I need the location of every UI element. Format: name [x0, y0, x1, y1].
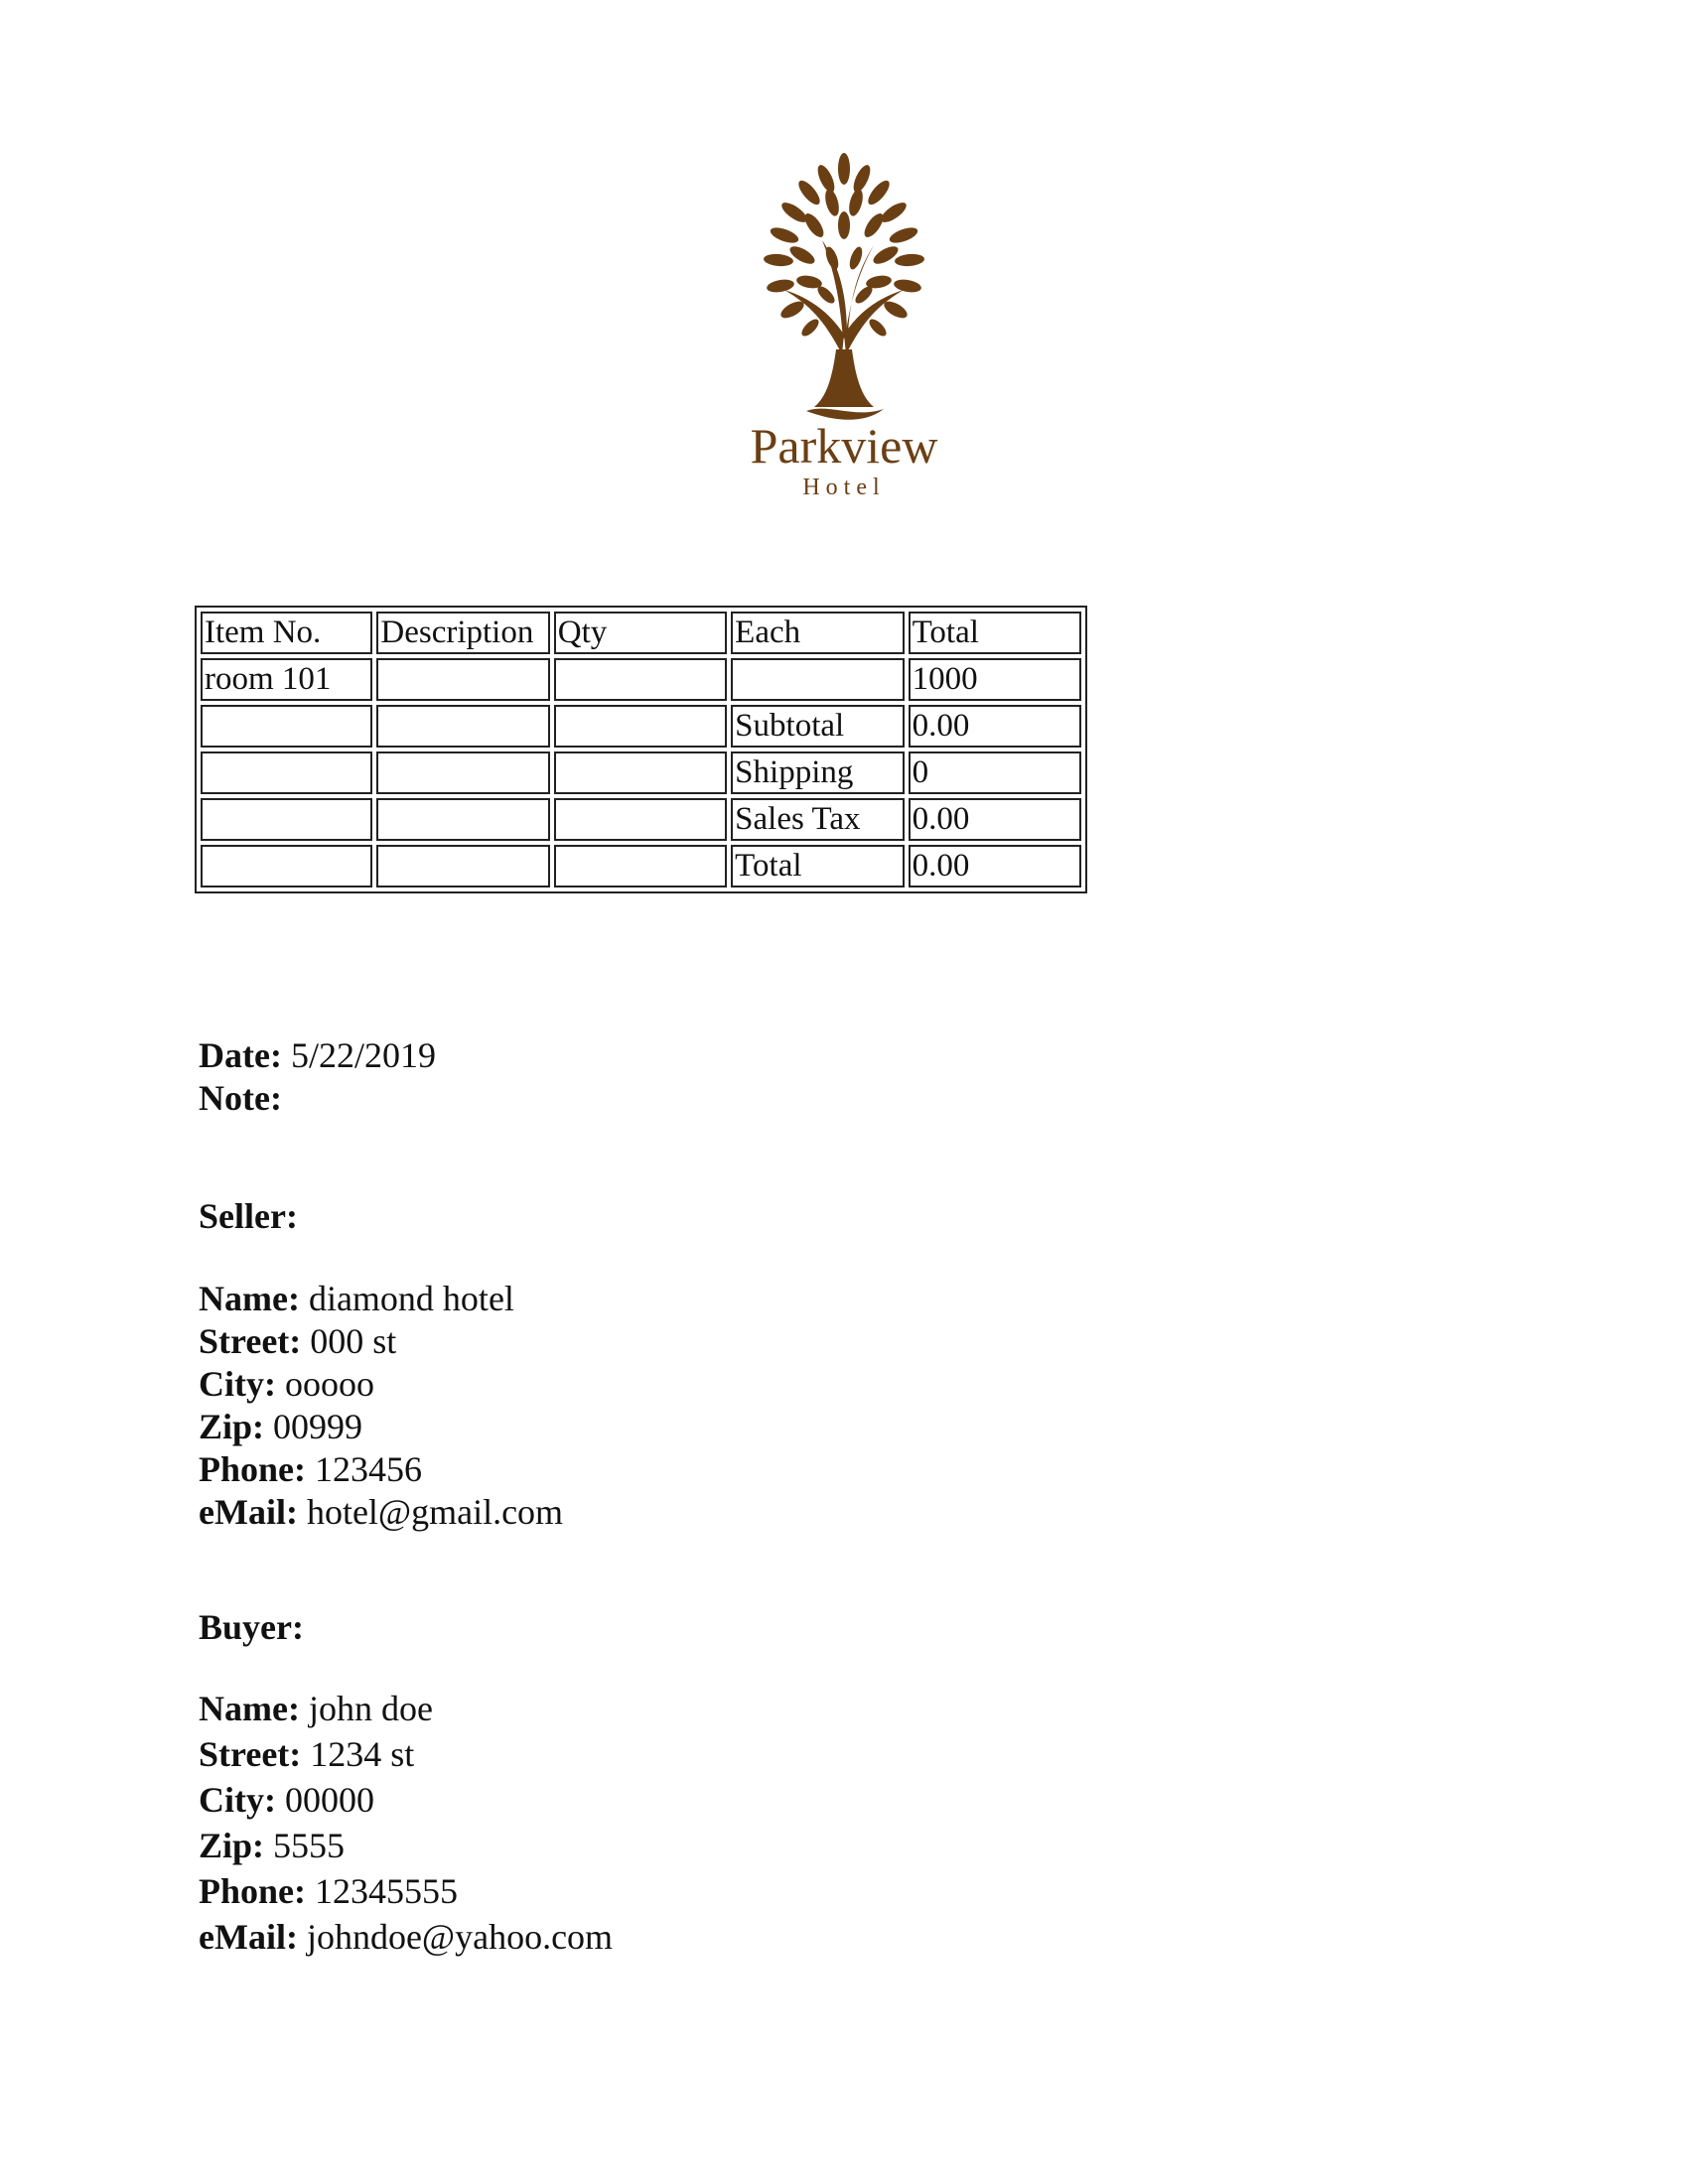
seller-name-row — [199, 1278, 563, 1320]
table-cell — [201, 845, 372, 887]
grand-total-label: Total — [731, 845, 904, 887]
table-cell — [376, 798, 549, 841]
meta-block — [199, 1034, 436, 1120]
tree-icon — [715, 131, 973, 508]
buyer-phone-row — [199, 1870, 613, 1916]
seller-heading: Seller: — [199, 1196, 298, 1236]
field-value: 000 st — [310, 1321, 397, 1361]
header-qty: Qty — [554, 612, 727, 654]
field-label: Zip: — [199, 1407, 265, 1446]
date-row — [199, 1034, 436, 1077]
field-label: Zip: — [199, 1826, 265, 1865]
table-cell — [376, 658, 549, 701]
note-label: Note: — [199, 1078, 282, 1118]
subtotal-label: Subtotal — [731, 705, 904, 748]
seller-street-row — [199, 1320, 563, 1363]
sales-tax-label: Sales Tax — [731, 798, 904, 841]
header-each: Each — [731, 612, 904, 654]
field-value: 123456 — [315, 1449, 422, 1489]
note-row — [199, 1077, 436, 1120]
table-cell — [731, 658, 904, 701]
table-cell: 1000 — [909, 658, 1081, 701]
field-value: 00000 — [284, 1780, 374, 1820]
field-value: 1234 st — [310, 1734, 415, 1774]
date-value: 5/22/2019 — [290, 1035, 436, 1075]
subtotal-value: 0.00 — [909, 705, 1081, 748]
field-label: Name: — [199, 1279, 300, 1318]
field-value: 00999 — [273, 1407, 363, 1446]
field-value: ooooo — [284, 1364, 374, 1404]
shipping-value: 0 — [909, 751, 1081, 794]
seller-zip-row — [199, 1406, 563, 1448]
field-label: Phone: — [199, 1449, 306, 1489]
table-row — [201, 798, 1081, 841]
field-label: eMail: — [199, 1917, 298, 1957]
seller-block — [199, 1278, 563, 1534]
field-value: hotel@gmail.com — [306, 1492, 564, 1532]
field-label: Phone: — [199, 1871, 306, 1911]
table-cell — [201, 798, 372, 841]
table-header-row — [201, 612, 1081, 654]
buyer-heading: Buyer: — [199, 1607, 304, 1647]
header-item-no: Item No. — [201, 612, 372, 654]
table-cell — [554, 845, 727, 887]
field-value: johndoe@yahoo.com — [306, 1917, 614, 1957]
buyer-email-row — [199, 1916, 613, 1962]
shipping-label: Shipping — [731, 751, 904, 794]
buyer-zip-row — [199, 1825, 613, 1870]
table-row — [201, 751, 1081, 794]
date-label: Date: — [199, 1035, 282, 1075]
table-cell: room 101 — [201, 658, 372, 701]
table-cell — [554, 798, 727, 841]
buyer-city-row — [199, 1779, 613, 1825]
field-label: Street: — [199, 1321, 302, 1361]
field-value: 12345555 — [315, 1871, 458, 1911]
logo-brand: Parkview — [750, 418, 938, 474]
buyer-street-row — [199, 1733, 613, 1779]
field-value: 5555 — [273, 1826, 346, 1865]
buyer-block — [199, 1688, 613, 1962]
table-row — [201, 845, 1081, 887]
invoice-table — [195, 606, 1087, 893]
table-row — [201, 658, 1081, 701]
hotel-logo — [715, 131, 973, 508]
header-description: Description — [376, 612, 549, 654]
field-label: Street: — [199, 1734, 302, 1774]
header-total: Total — [909, 612, 1081, 654]
field-label: eMail: — [199, 1492, 298, 1532]
table-cell — [376, 751, 549, 794]
field-label: Name: — [199, 1689, 300, 1728]
seller-email-row — [199, 1491, 563, 1534]
table-cell — [554, 705, 727, 748]
table-cell — [376, 845, 549, 887]
sales-tax-value: 0.00 — [909, 798, 1081, 841]
field-value: diamond hotel — [308, 1279, 514, 1318]
buyer-name-row — [199, 1688, 613, 1733]
seller-city-row — [199, 1363, 563, 1406]
table-cell — [201, 751, 372, 794]
table-cell — [376, 705, 549, 748]
field-label: City: — [199, 1364, 276, 1404]
table-cell — [554, 751, 727, 794]
seller-phone-row — [199, 1448, 563, 1491]
table-row — [201, 705, 1081, 748]
table-cell — [201, 705, 372, 748]
field-value: john doe — [308, 1689, 433, 1728]
field-label: City: — [199, 1780, 276, 1820]
logo-sub: Hotel — [802, 475, 886, 500]
table-cell — [554, 658, 727, 701]
grand-total-value: 0.00 — [909, 845, 1081, 887]
